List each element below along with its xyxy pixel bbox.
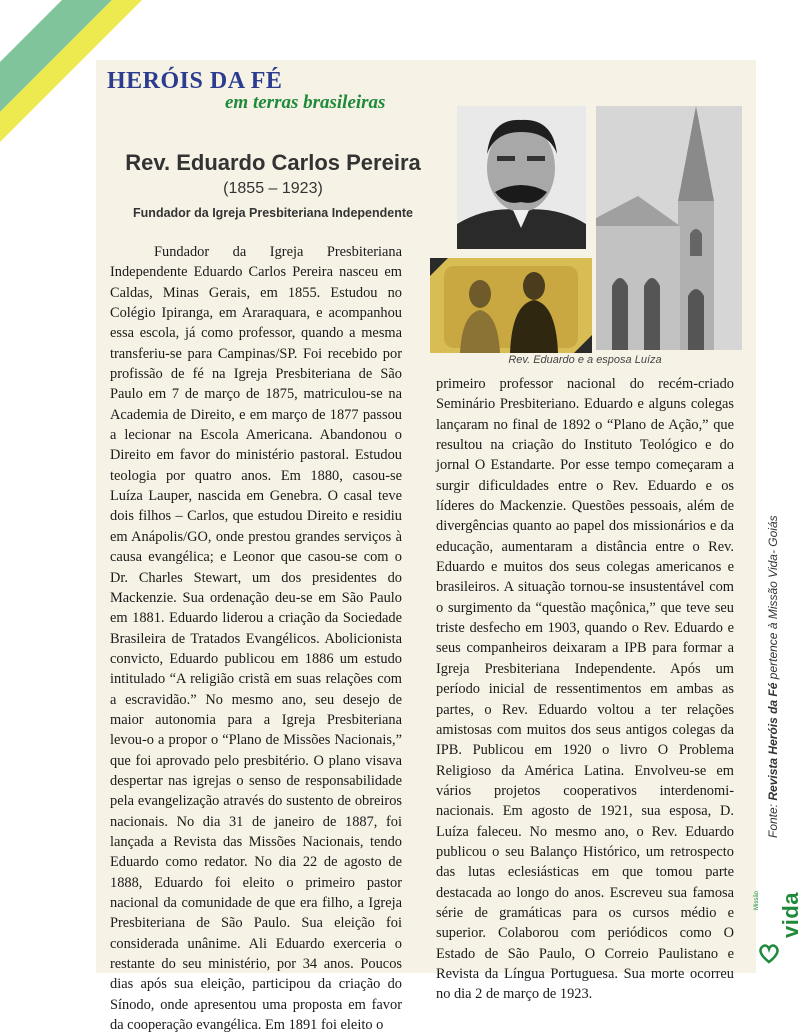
article-role: Fundador da Igreja Presbiteriana Independente	[133, 206, 413, 220]
missao-vida-logo	[752, 880, 803, 970]
logo-word: vida	[778, 891, 803, 938]
church-photo	[596, 106, 742, 350]
article-dates: (1855 – 1923)	[223, 180, 323, 197]
article-title: Rev. Eduardo Carlos Pereira	[125, 150, 421, 175]
source-title: Revista Heróis da Fé	[766, 682, 780, 801]
series-subtitle: em terras brasileiras	[225, 92, 386, 113]
series-title: HERÓIS DA FÉ	[107, 68, 283, 94]
heart-icon	[758, 942, 780, 964]
couple-photo	[430, 258, 592, 353]
text-column-left: Fundador da Igreja Presbiteriana Independente Eduardo Carlos Pereira nasceu em Caldas, Minas Gerais, em 1855. Estudou no Colégio Ipiranga, em Araraquara, e acompanhou essa escola, já como professor, quando a mesma transferiu-se para Campinas/SP. Foi recebido por profissão de fé na Igreja Presbiteriana de São Paulo em 7 de março de 1875, matriculou-se na Academia de Direito, e em março de 1877 passou a lecionar na Escola Americana. Abandonou o Direito em favor do ministério pastoral. Estudou teologia por quatro anos. Em 1880, casou-se Luíza Lauper, nascida em Genebra. O casal teve dois filhos – Carlos, que estudou Direito e residiu em Anápolis/GO, onde prestou grandes serviços à causa evangélica; e Leonor que casou-se com o Dr. Charles Stewart, um dos presidentes do Mackenzie. Sua ordenação deu-se em São Paulo em 1881. Eduardo liderou a criação da Sociedade Brasileira de Tratados Evangélicos. Abolicionista convicto, Eduardo publicou em 1886 um estudo intitulado “A religião cristã em suas relações com a escravidão.” No mesmo ano, seu desejo de maior autonomia para a Igreja Presbiteriana levou-o a propor o “Plano de Missões Nacionais,” que foi aprovado pelo presbitério. O plano visava despertar nas igrejas o senso de responsabilidade pela evangelização através do sustento de obreiros nacionais. No dia 31 de janeiro de 1887, foi lançada a Revista das Missões Nacionais, tendo Eduardo como redator. No dia 22 de agosto de 1888, Eduardo foi eleito o primeiro pastor nacional da comunidade de que era filho, a Igreja Presbiteriana de São Paulo. Sua eleição foi considerada unânime. Ali Eduardo exerceria o restante do seu ministério, por 34 anos. Poucos dias após sua eleição, participou da criação do Sínodo, onde apresentou uma proposta em favor da cooperação evangélica. Em 1891 foi eleito o	[110, 244, 402, 1034]
source-credit	[766, 515, 780, 838]
text-column-right: primeiro professor nacional do recém-criado Seminário Presbiteriano. Eduardo e alguns colegas lançaram no final de 1892 o “Plano de Ação,” que resultou na criação do Instituto Teológico e do jornal O Estandarte. Por esse tempo começaram a surgir dificuldades entre o Rev. Eduardo e os líderes do Mackenzie. Questões pessoais, além de divergências quanto ao papel dos missionários e da educação, aumentaram a distância entre o Rev. Eduardo e muitos dos seus colegas americanos e brasileiros. A situação tornou-se insustentável com o surgimento da “questão maçônica,” que teve seu triste desfecho em 1903, quando o Rev. Eduardo e seus companheiros deixaram a IPB para formar a Igreja Presbiteriana Independente. Após um período inicial de ressentimentos em ambas as partes, o Rev. Eduardo voltou a ter relações amistosas com muitos dos seus antigos colegas da IPB. Publicou em 1920 o livro O Problema Religioso da América Latina. Envolveu-se em vários projetos cooperativos interdenomi-nacionais. Em agosto de 1921, sua esposa, D. Luíza faleceu. No mesmo ano, o Rev. Eduardo publicou o seu Balanço Histórico, um retrospecto das lutas eclesiásticas em que tomou parte destacada ao longo do anos. Escreveu sua famosa série de gramáticas para os cursos médio e superior. Colaborou com periódicos como O Estado de São Paulo, O Correio Paulistano e Revista da Língua Portuguesa. Sua morte ocorreu no dia 2 de março de 1923.	[436, 376, 734, 1003]
logo-small-text: Missão	[754, 890, 760, 910]
portrait-photo	[457, 106, 586, 249]
photo-caption: Rev. Eduardo e a esposa Luíza	[508, 354, 662, 366]
source-prefix: Fonte:	[766, 803, 780, 838]
source-suffix: pertence à Missão Vida- Goiás	[766, 515, 780, 680]
